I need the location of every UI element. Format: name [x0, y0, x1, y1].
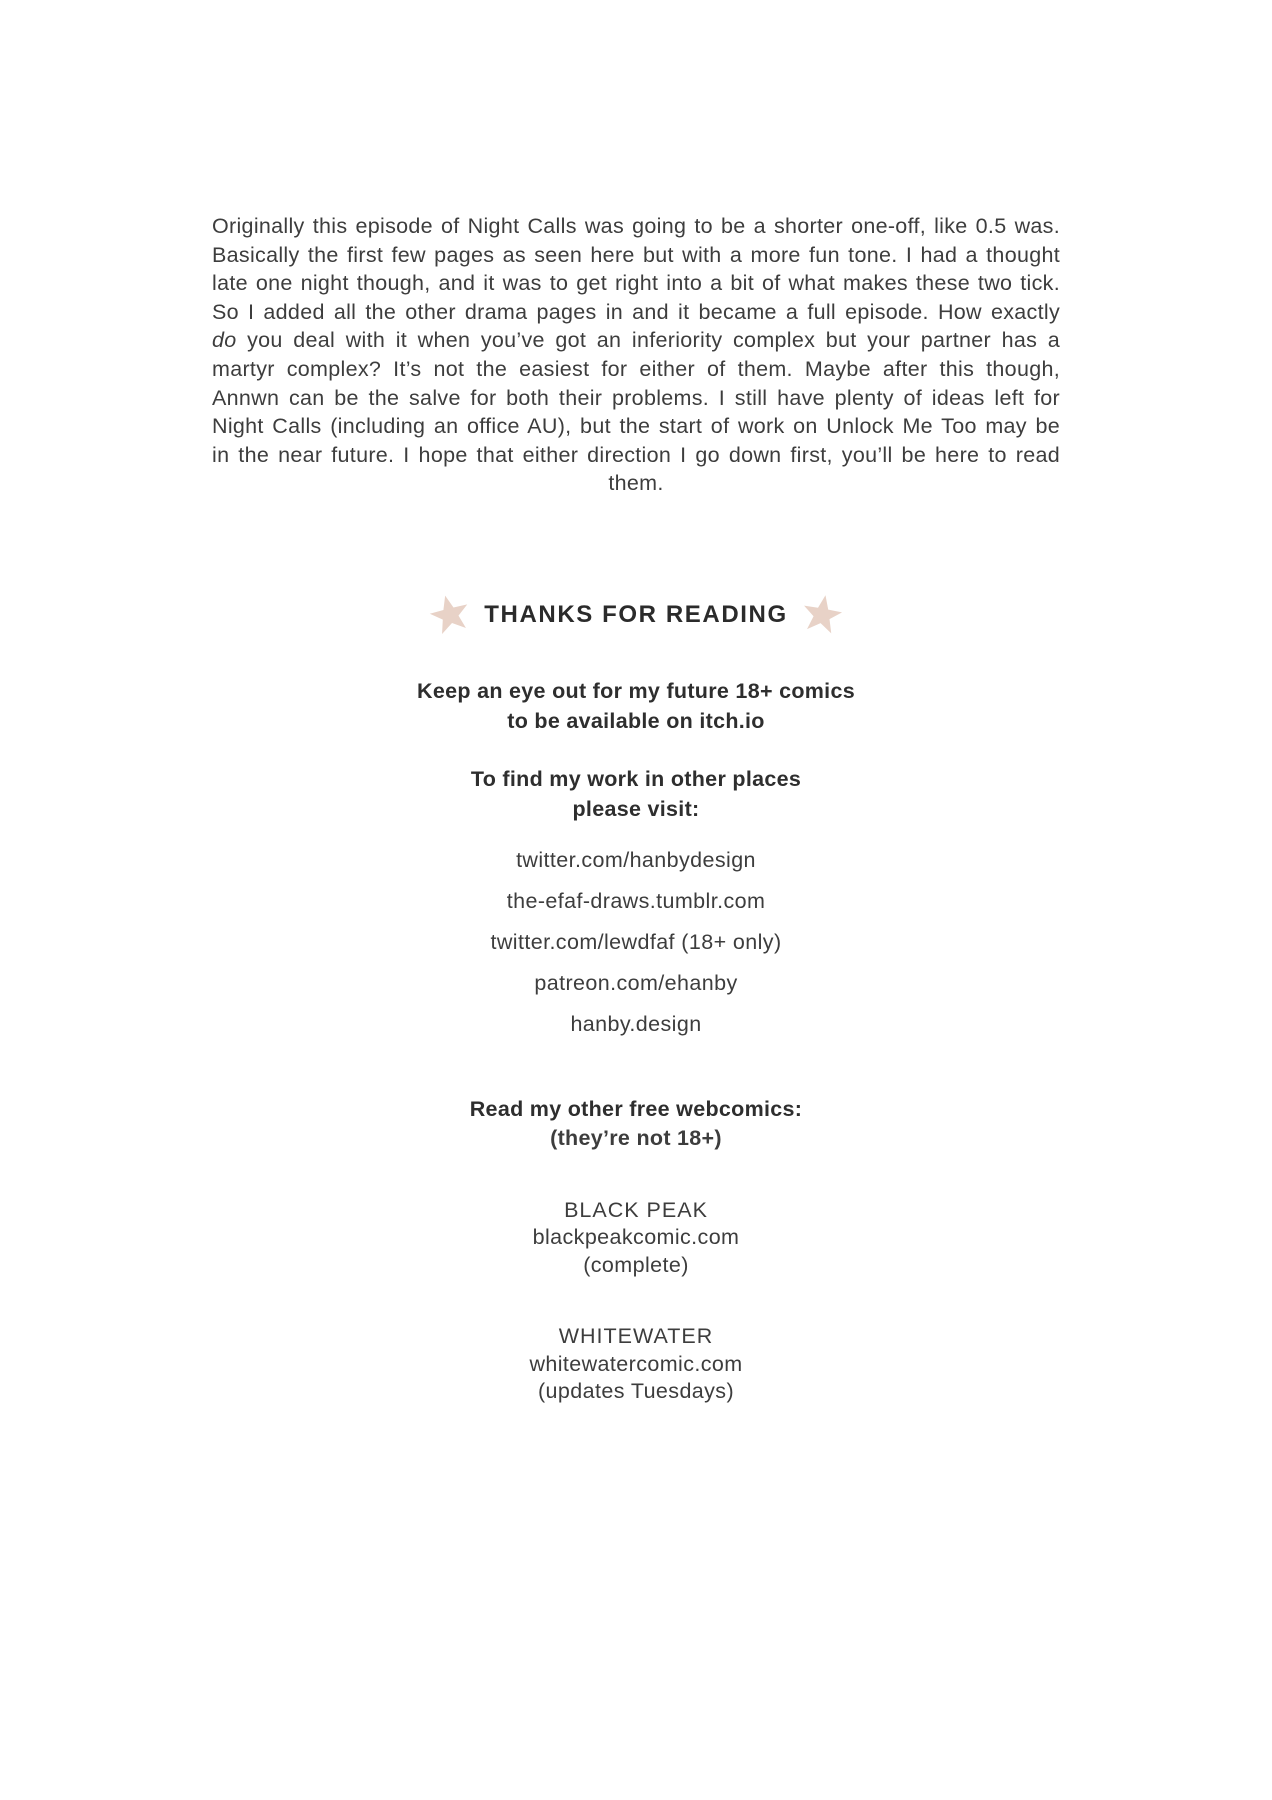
star-icon	[798, 591, 845, 639]
webcomic-status: (updates Tuesdays)	[537, 1379, 735, 1404]
find-work-line1: To find my work in other places	[470, 766, 802, 791]
webcomic-url: whitewatercomic.com	[529, 1351, 743, 1376]
link-hanby-design: hanby.design	[570, 1011, 702, 1036]
itch-note-line2: to be available on itch.io	[507, 708, 765, 733]
link-patreon-ehanby: patreon.com/ehanby	[534, 970, 738, 995]
webcomic-name: BLACK PEAK	[564, 1197, 708, 1222]
link-twitter-lewdfaf: twitter.com/lewdfaf (18+ only)	[490, 929, 782, 954]
itch-note-line1: Keep an eye out for my future 18+ comics	[417, 678, 855, 703]
itch-note	[0, 676, 1272, 736]
webcomics-heading-text: Read my other free webcomics:	[469, 1096, 803, 1121]
afterword-text-before-italic: Originally this episode of Night Calls was going to be a shorter one-off, like 0.5 was. Basically the first few pages as seen here but with a more fun tone. I had a thought late one night though, and it was to get right into a bit of what makes these two tick. So I added all the other drama pages in and it became a full episode. How exactly	[212, 214, 1060, 324]
afterword-italic-word: do	[212, 328, 237, 353]
link-twitter-hanbydesign: twitter.com/hanbydesign	[516, 847, 756, 872]
webcomics-subheading: (they’re not 18+)	[550, 1125, 722, 1150]
webcomic-entry-whitewater	[0, 1323, 1272, 1406]
find-work-heading	[0, 764, 1272, 824]
link-tumblr-efaf-draws: the-efaf-draws.tumblr.com	[506, 888, 766, 913]
webcomics-section-heading	[0, 1095, 1272, 1153]
star-icon	[426, 590, 475, 640]
afterword-text-after-italic: you deal with it when you’ve got an inferiority complex but your partner has a martyr complex? It’s not the easiest for either of them. Maybe after this though, Annwn can be the salve for both their problems. I still have plenty of ideas left for Night Calls (including an office AU), but the start of work on Unlock Me Too may be in the near future. I hope that either direction I go down first, you’ll be here to read them.	[212, 328, 1060, 496]
social-links-list	[0, 840, 1272, 1045]
thanks-heading-row	[0, 594, 1272, 636]
webcomic-entry-black-peak	[0, 1197, 1272, 1280]
webcomic-name: WHITEWATER	[558, 1324, 714, 1349]
webcomic-status: (complete)	[583, 1252, 689, 1277]
thanks-heading: THANKS FOR READING	[484, 600, 788, 628]
webcomic-url: blackpeakcomic.com	[532, 1225, 740, 1250]
afterword-paragraph	[212, 0, 1060, 498]
find-work-line2: please visit:	[572, 796, 700, 821]
